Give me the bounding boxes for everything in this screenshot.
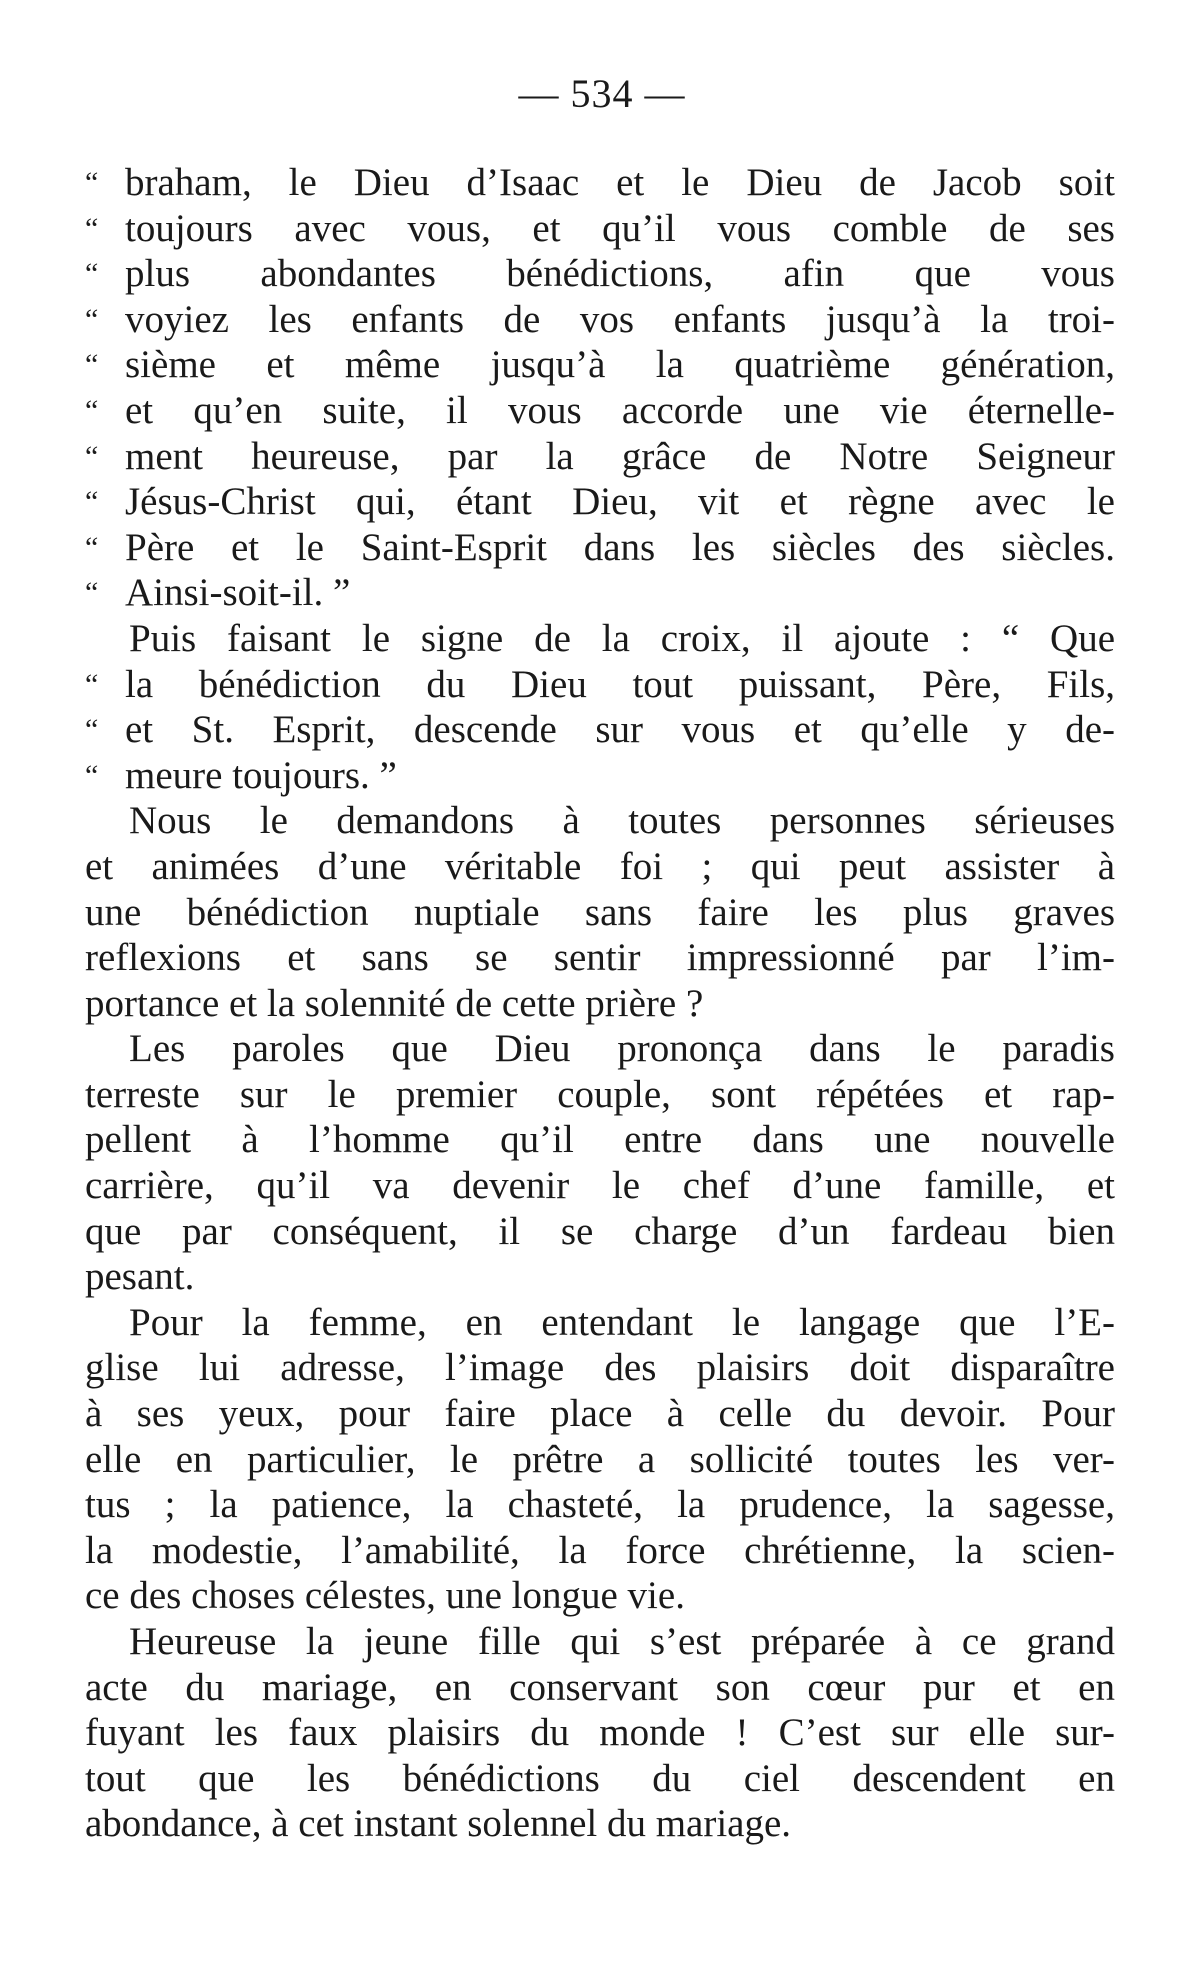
paragraph-line: fuyant les faux plaisirs du monde ! C’est sur elle sur- [85, 1711, 1115, 1755]
quote-mark: “ [85, 348, 99, 382]
line-text: la bénédiction du Dieu tout puissant, Père, Fils, [125, 662, 1115, 706]
paragraph-line: elle en particulier, le prêtre a sollicité toutes les ver- [85, 1437, 1115, 1481]
quote-mark: “ [85, 257, 99, 291]
line-text: sième et même jusqu’à la quatrième génération, [125, 343, 1115, 387]
line-text: braham, le Dieu d’Isaac et le Dieu de Jacob soit [125, 161, 1115, 204]
quoted-line [85, 479, 1115, 525]
quote-mark: “ [85, 530, 99, 564]
quoted-line [85, 707, 1115, 753]
line-text: ment heureuse, par la grâce de Notre Seigneur [125, 434, 1115, 478]
line-text: et qu’en suite, il vous accorde une vie éternelle- [125, 388, 1115, 432]
line-text: Ainsi-soit-il. ” [125, 571, 351, 615]
line-text: Jésus-Christ qui, étant Dieu, vit et règne avec le [125, 480, 1115, 524]
line-text: plus abondantes bénédictions, afin que vous [125, 252, 1115, 296]
paragraph-words-of-god [85, 1026, 1115, 1300]
paragraph-line: glise lui adresse, l’image des plaisirs doit disparaître [85, 1346, 1115, 1390]
paragraph-line: Pour la femme, en entendant le langage que l’E- [129, 1300, 1115, 1344]
paragraph-line: abondance, à cet instant solennel du mariage. [85, 1802, 792, 1846]
paragraph-line: reflexions et sans se sentir impressionné par l’im- [85, 936, 1115, 980]
paragraph-demand [85, 798, 1115, 1026]
line-text: voyiez les enfants de vos enfants jusqu’à la troi- [125, 297, 1115, 341]
quoted-line [85, 297, 1115, 343]
quote-mark: “ [85, 211, 99, 245]
page-number: — 534 — [518, 71, 686, 116]
quoted-line [85, 160, 1115, 206]
paragraph-sign-of-cross [85, 616, 1115, 798]
paragraph-line: Heureuse la jeune fille qui s’est préparée à ce grand [129, 1620, 1115, 1663]
quoted-line [85, 753, 1115, 799]
quote-mark: “ [85, 439, 99, 473]
paragraph-young-girl [85, 1619, 1115, 1847]
line-text: meure toujours. ” [125, 753, 397, 797]
quoted-line [85, 388, 1115, 434]
line-text: et St. Esprit, descende sur vous et qu’elle y de- [125, 708, 1115, 752]
paragraph-line: terreste sur le premier couple, sont répétées et rap- [85, 1072, 1115, 1116]
paragraph-line: carrière, qu’il va devenir le chef d’une famille, et [85, 1164, 1115, 1208]
paragraph-line: une bénédiction nuptiale sans faire les plus graves [85, 890, 1115, 934]
quoted-line [85, 434, 1115, 480]
quote-mark: “ [85, 485, 99, 519]
quoted-line [85, 206, 1115, 252]
paragraph-line: et animées d’une véritable foi ; qui peut assister à [85, 844, 1115, 888]
paragraph-line: la modestie, l’amabilité, la force chrétienne, la scien- [85, 1528, 1115, 1572]
paragraph-line: tout que les bénédictions du ciel descendent en [85, 1756, 1115, 1800]
paragraph-line: Les paroles que Dieu prononça dans le paradis [129, 1027, 1115, 1071]
quote-mark: “ [85, 667, 99, 701]
paragraph-line: que par conséquent, il se charge d’un fardeau bien [85, 1209, 1115, 1253]
paragraph-line: Nous le demandons à toutes personnes sérieuses [129, 799, 1115, 843]
paragraph-line: acte du mariage, en conservant son cœur pur et en [85, 1665, 1115, 1709]
quote-mark: “ [85, 166, 99, 199]
quote-mark: “ [85, 302, 99, 336]
paragraph-blessing [85, 160, 1115, 616]
quoted-line [85, 251, 1115, 297]
text-block [85, 160, 1115, 1847]
quoted-line [85, 570, 1115, 616]
quoted-line [85, 342, 1115, 388]
paragraph-line: ce des choses célestes, une longue vie. [85, 1574, 685, 1618]
paragraph-line: pellent à l’homme qu’il entre dans une nouvelle [85, 1118, 1115, 1162]
quoted-line [85, 525, 1115, 571]
paragraph-woman [85, 1300, 1115, 1619]
quote-mark: “ [85, 576, 99, 610]
quoted-line [85, 662, 1115, 708]
paragraph-line: portance et la solennité de cette prière ? [85, 981, 704, 1025]
paragraph-line: à ses yeux, pour faire place à celle du devoir. Pour [85, 1392, 1115, 1436]
paragraph-line: tus ; la patience, la chasteté, la prudence, la sagesse, [85, 1483, 1115, 1527]
line-text: Père et le Saint-Esprit dans les siècles des siècles. [125, 525, 1115, 569]
quote-mark: “ [85, 713, 99, 747]
quote-mark: “ [85, 393, 99, 427]
line-text: toujours avec vous, et qu’il vous comble de ses [125, 206, 1115, 250]
paragraph-line: Puis faisant le signe de la croix, il ajoute : “ Que [129, 616, 1115, 660]
paragraph-line: pesant. [85, 1255, 195, 1299]
quote-mark: “ [85, 758, 99, 792]
